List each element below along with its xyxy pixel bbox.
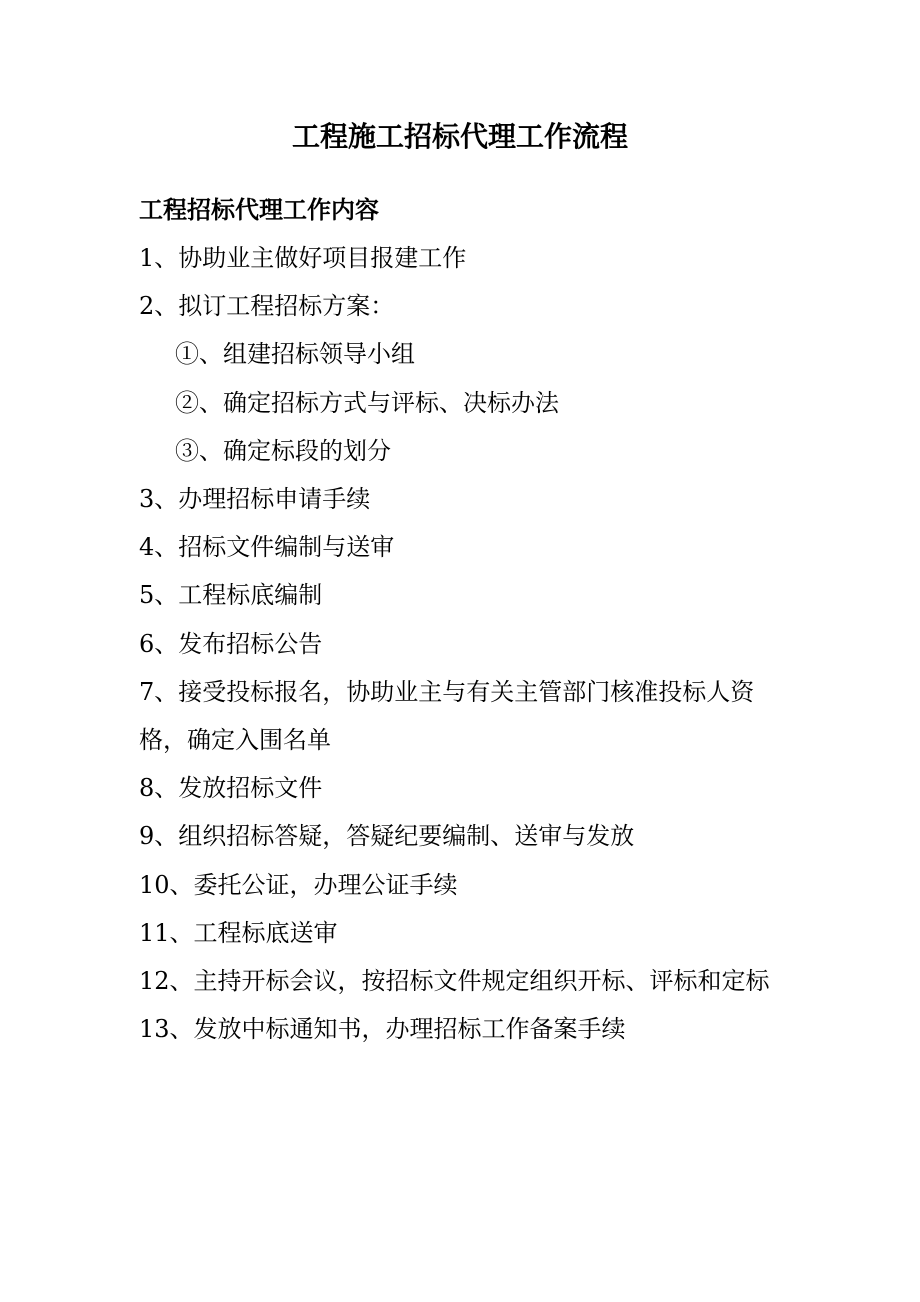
list-item: 8、发放招标文件: [139, 774, 323, 803]
list-item: 5、工程标底编制: [139, 581, 323, 610]
list-item: 11、工程标底送审: [139, 918, 338, 947]
list-item: 7、接受投标报名，协助业主与有关主管部门核准投标人资: [139, 677, 755, 706]
list-item-continuation: 格，确定入围名单: [139, 726, 331, 755]
work-content-list: [139, 234, 789, 1053]
list-item: 3、办理招标申请手续: [139, 485, 371, 514]
list-item: 9、组织招标答疑，答疑纪要编制、送审与发放: [139, 822, 635, 851]
list-item: 2、拟订工程招标方案：: [139, 292, 395, 321]
list-item: 10、委托公证，办理公证手续: [139, 870, 458, 899]
sub-list-item: ③、确定标段的划分: [175, 436, 391, 465]
list-item: 4、招标文件编制与送审: [139, 533, 395, 562]
list-item: 1、协助业主做好项目报建工作: [139, 244, 467, 272]
section-heading: 工程招标代理工作内容: [139, 195, 379, 224]
list-item: 6、发布招标公告: [139, 629, 323, 658]
sub-list-item: ②、确定招标方式与评标、决标办法: [175, 388, 559, 417]
list-item: 12、主持开标会议，按招标文件规定组织开标、评标和定标: [139, 967, 770, 996]
sub-list-item: ①、组建招标领导小组: [175, 340, 415, 369]
document-title: 工程施工招标代理工作流程: [291, 120, 628, 153]
list-item: 13、发放中标通知书，办理招标工作备案手续: [139, 1015, 626, 1044]
